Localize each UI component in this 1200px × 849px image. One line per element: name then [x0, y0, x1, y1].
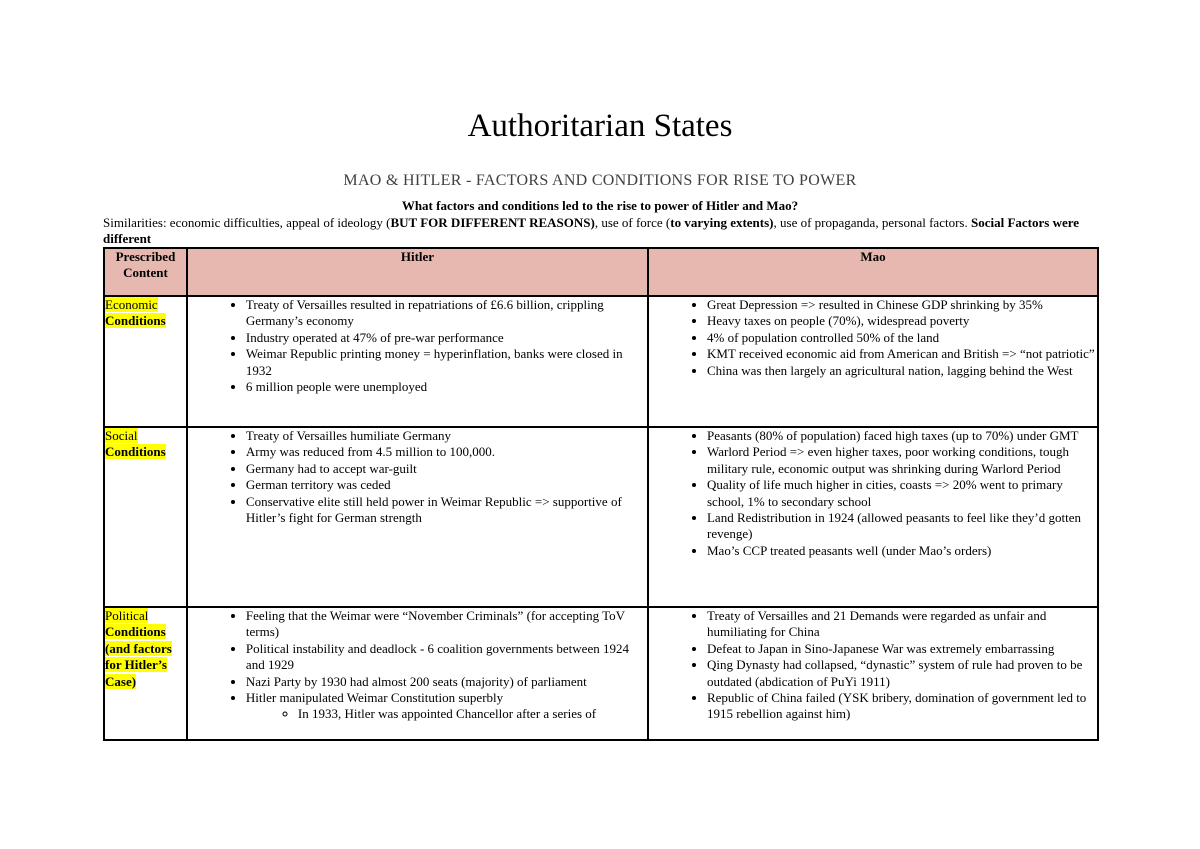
- similarities-bold-1: BUT FOR DIFFERENT REASONS): [390, 215, 595, 230]
- list-item: • Industry operated at 47% of pre-war performance: [246, 330, 647, 346]
- list-item: • Heavy taxes on people (70%), widespread poverty: [707, 313, 1097, 329]
- table-row-economic: [104, 296, 1098, 427]
- mao-political-cell: [648, 607, 1098, 740]
- hitler-social-cell: [187, 427, 648, 607]
- similarities-text-1: Similarities: economic difficulties, appeal of ideology (: [103, 215, 391, 230]
- similarities-bold-2: to varying extents): [670, 215, 774, 230]
- list-item: • Weimar Republic printing money = hyperinflation, banks were closed in 1932: [246, 346, 647, 379]
- list-item: • Germany had to accept war-guilt: [246, 461, 647, 477]
- list-item: • 4% of population controlled 50% of the land: [707, 330, 1097, 346]
- bullet-list: [649, 428, 1097, 559]
- row-label-line-2: Conditions: [105, 313, 166, 329]
- page-title: Authoritarian States: [467, 108, 733, 144]
- hitler-political-cell: [187, 607, 648, 740]
- list-item: • Treaty of Versailles humiliate Germany: [246, 428, 647, 444]
- similarities-paragraph: [103, 215, 1103, 247]
- list-item: • Warlord Period => even higher taxes, poor working conditions, tough military rule, economic output was shrinking during Warlord Period: [707, 444, 1097, 477]
- comparison-table: [103, 247, 1099, 741]
- guiding-question: What factors and conditions led to the rise to power of Hitler and Mao?: [401, 198, 799, 213]
- row-label-political: [104, 607, 187, 740]
- list-item: • KMT received economic aid from American and British => “not patriotic”: [707, 346, 1097, 362]
- list-item: • Quality of life much higher in cities, coasts => 20% went to primary school, 1% to secondary school: [707, 477, 1097, 510]
- list-item: • Treaty of Versailles resulted in repatriations of £6.6 billion, crippling Germany’s economy: [246, 297, 647, 330]
- list-item: • Conservative elite still held power in Weimar Republic => supportive of Hitler’s fight for German strength: [246, 494, 647, 527]
- bullet-list: [188, 297, 647, 395]
- page-subtitle: MAO & HITLER - FACTORS AND CONDITIONS FOR RISE TO POWER: [343, 172, 857, 189]
- row-label-line-1: Political: [105, 608, 149, 623]
- list-item: • China was then largely an agricultural nation, lagging behind the West: [707, 363, 1097, 379]
- list-item: • Great Depression => resulted in Chinese GDP shrinking by 35%: [707, 297, 1097, 313]
- table-row-political: [104, 607, 1098, 740]
- header-mao: Mao: [648, 248, 1098, 296]
- bullet-list: [649, 297, 1097, 379]
- list-item: • Political instability and deadlock - 6 coalition governments between 1924 and 1929: [246, 641, 647, 674]
- list-item: • 6 million people were unemployed: [246, 379, 647, 395]
- mao-economic-cell: [648, 296, 1098, 427]
- list-item: • Treaty of Versailles and 21 Demands were regarded as unfair and humiliating for China: [707, 608, 1097, 641]
- bullet-list: [188, 428, 647, 526]
- table-header-row: [104, 248, 1098, 296]
- list-item: • Defeat to Japan in Sino-Japanese War was extremely embarrassing: [707, 641, 1097, 657]
- list-item: [246, 690, 647, 723]
- header-prescribed-content: Prescribed Content: [104, 248, 187, 296]
- row-label-line-1: Social: [105, 428, 138, 443]
- sub-list-item: ◦ In 1933, Hitler was appointed Chancellor after a series of: [298, 706, 647, 722]
- sub-bullet-list: [246, 706, 647, 722]
- row-label-line-2: Conditions: [105, 444, 166, 460]
- mao-social-cell: [648, 427, 1098, 607]
- list-item: • Land Redistribution in 1924 (allowed peasants to feel like they’d gotten revenge): [707, 510, 1097, 543]
- table-row-social: [104, 427, 1098, 607]
- row-label-line-1: Economic: [105, 297, 158, 312]
- list-item: • Nazi Party by 1930 had almost 200 seats (majority) of parliament: [246, 674, 647, 690]
- list-item: • Republic of China failed (YSK bribery, domination of government led to 1915 rebellion against him): [707, 690, 1097, 723]
- similarities-text-2: , use of force (: [594, 215, 671, 230]
- row-label-line-2: Conditions (and factors for Hitler’s Case): [105, 624, 172, 689]
- list-item: • Army was reduced from 4.5 million to 100,000.: [246, 444, 647, 460]
- list-item: • Qing Dynasty had collapsed, “dynastic” system of rule had proven to be outdated (abdication of PuYi 1911): [707, 657, 1097, 690]
- row-label-social: [104, 427, 187, 607]
- similarities-bold-3: Social Factors were different: [103, 215, 1080, 246]
- hitler-economic-cell: [187, 296, 648, 427]
- list-item: • Feeling that the Weimar were “November Criminals” (for accepting ToV terms): [246, 608, 647, 641]
- list-item-text: Hitler manipulated Weimar Constitution superbly: [245, 690, 504, 706]
- bullet-list: [649, 608, 1097, 723]
- list-item: • Mao’s CCP treated peasants well (under Mao’s orders): [707, 543, 1097, 559]
- row-label-economic: [104, 296, 187, 427]
- list-item: • Peasants (80% of population) faced high taxes (up to 70%) under GMT: [707, 428, 1097, 444]
- header-hitler: Hitler: [187, 248, 648, 296]
- bullet-list: [188, 608, 647, 723]
- similarities-text-3: , use of propaganda, personal factors.: [773, 215, 971, 230]
- list-item: • German territory was ceded: [246, 477, 647, 493]
